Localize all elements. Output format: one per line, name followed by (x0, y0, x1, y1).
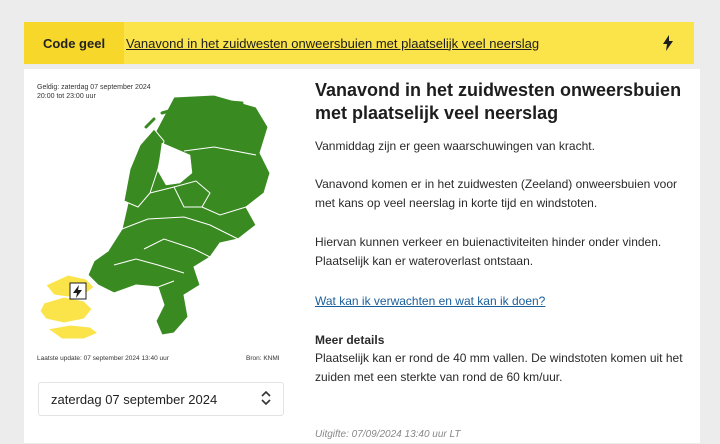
map-zeeland-islands (40, 297, 92, 323)
map-valid-time: 20:00 tot 23:00 uur (37, 93, 96, 100)
warning-card (24, 69, 700, 443)
map-last-update: Laatste update: 07 september 2024 13:40 uur (37, 355, 169, 362)
warning-headline-link[interactable]: Vanavond in het zuidwesten onweersbuien met plaatselijk veel neerslag (126, 35, 540, 51)
detail-para-3: Hiervan kunnen verkeer en buienactiviteiten hinder onder vinden. Plaatselijk kan er wateroverlast ontstaan. (315, 235, 662, 268)
netherlands-warning-map (24, 89, 300, 355)
date-select[interactable] (38, 382, 284, 416)
detail-advice-link[interactable]: Wat kan ik verwachten en wat kan ik doen? (315, 294, 546, 308)
map-valid-date: Geldig: zaterdag 07 september 2024 (37, 84, 151, 91)
detail-issued: Uitgifte: 07/09/2024 13:40 uur LT (315, 429, 461, 440)
date-select-value: zaterdag 07 september 2024 (51, 391, 218, 407)
map-source: Bron: KNMI (246, 355, 280, 362)
chevron-updown-icon (261, 391, 271, 408)
warning-level-label: Code geel (24, 22, 124, 64)
detail-title: Vanavond in het zuidwesten onweersbuien met plaatselijk veel neerslag (315, 80, 682, 123)
detail-para-1: Vanmiddag zijn er geen waarschuwingen van kracht. (315, 139, 595, 153)
warning-map-panel (24, 69, 300, 369)
warning-detail (315, 69, 695, 440)
detail-more-text: Plaatselijk kan er rond de 40 mm vallen. De windstoten komen uit het zuiden met een sterkte van rond de 60 km/uur. (315, 351, 683, 384)
map-province-mainland (88, 95, 270, 335)
warning-banner[interactable] (24, 22, 694, 64)
detail-para-2: Vanavond komen er in het zuidwesten (Zeeland) onweersbuien voor met kans op veel neerslag in korte tijd en windstoten. (315, 177, 677, 210)
detail-more-heading: Meer details (315, 333, 385, 347)
lightning-icon (656, 31, 680, 55)
